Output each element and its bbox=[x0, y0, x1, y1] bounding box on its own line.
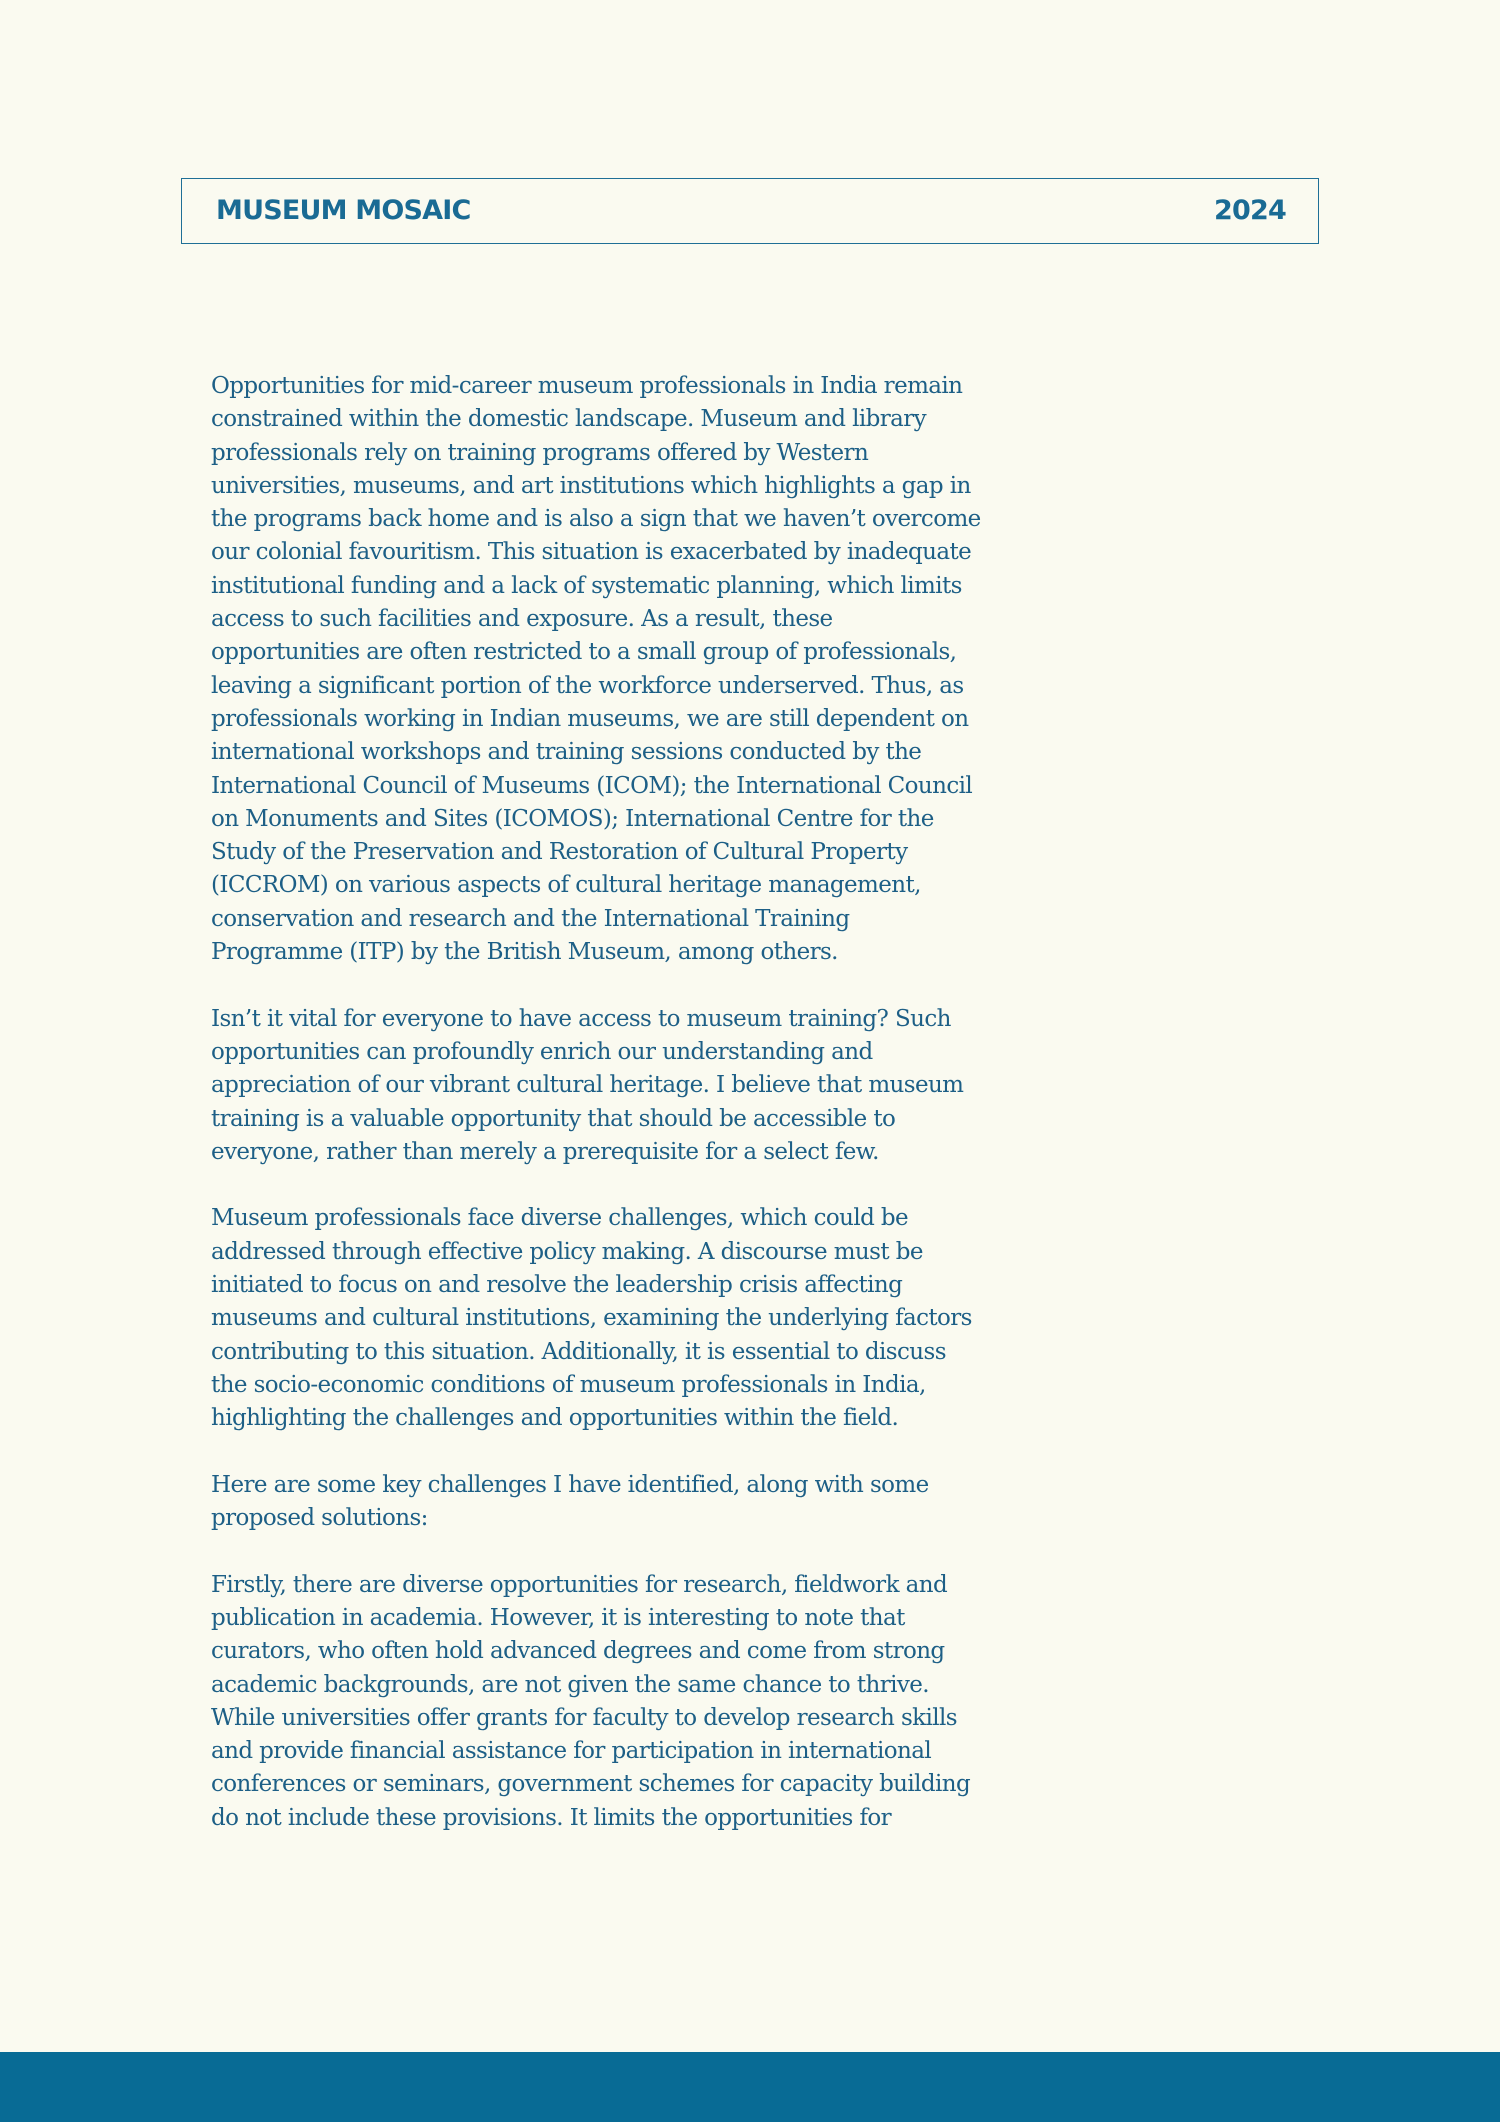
text-line: museums and cultural institutions, examining the underlying factors bbox=[211, 1305, 972, 1332]
text-line: professionals working in Indian museums, we are still dependent on bbox=[211, 705, 969, 732]
article-body bbox=[211, 370, 1101, 1868]
text-line: appreciation of our vibrant cultural heritage. I believe that museum bbox=[211, 1072, 964, 1099]
text-line: curators, who often hold advanced degrees and come from strong bbox=[211, 1638, 945, 1665]
text-line: our colonial favouritism. This situation is exacerbated by inadequate bbox=[211, 539, 972, 566]
text-line: professionals rely on training programs offered by Western bbox=[211, 439, 869, 466]
text-line: academic backgrounds, are not given the same chance to thrive. bbox=[211, 1671, 930, 1698]
text-line: addressed through effective policy making. A discourse must be bbox=[211, 1238, 923, 1265]
text-line: Programme (ITP) by the British Museum, among others. bbox=[211, 939, 838, 966]
text-line: Firstly, there are diverse opportunities for research, fieldwork and bbox=[211, 1571, 948, 1598]
paragraph bbox=[211, 1003, 1101, 1169]
paragraph bbox=[211, 1469, 1101, 1536]
text-line: international workshops and training sessions conducted by the bbox=[211, 739, 922, 766]
text-line: and provide financial assistance for participation in international bbox=[211, 1738, 932, 1765]
text-line: the socio-economic conditions of museum professionals in India, bbox=[211, 1371, 926, 1398]
text-line: on Monuments and Sites (ICOMOS); International Centre for the bbox=[211, 805, 934, 832]
text-line: proposed solutions: bbox=[211, 1505, 428, 1532]
text-line: highlighting the challenges and opportunities within the field. bbox=[211, 1405, 899, 1432]
text-line: opportunities are often restricted to a small group of professionals, bbox=[211, 639, 957, 666]
text-line: constrained within the domestic landscape. Museum and library bbox=[211, 406, 927, 433]
header-box bbox=[181, 178, 1319, 244]
publication-title: MUSEUM MOSAIC bbox=[216, 195, 471, 226]
text-line: International Council of Museums (ICOM); the International Council bbox=[211, 772, 973, 799]
text-line: universities, museums, and art institutions which highlights a gap in bbox=[211, 472, 971, 499]
text-line: opportunities can profoundly enrich our understanding and bbox=[211, 1038, 873, 1065]
text-line: Museum professionals face diverse challenges, which could be bbox=[211, 1205, 909, 1232]
text-line: institutional funding and a lack of systematic planning, which limits bbox=[211, 572, 962, 599]
text-line: Study of the Preservation and Restoration of Cultural Property bbox=[211, 839, 908, 866]
text-line: initiated to focus on and resolve the leadership crisis affecting bbox=[211, 1272, 903, 1299]
paragraph bbox=[211, 1569, 1101, 1835]
text-line: everyone, rather than merely a prerequisite for a select few. bbox=[211, 1138, 879, 1165]
text-line: training is a valuable opportunity that should be accessible to bbox=[211, 1105, 896, 1132]
text-line: contributing to this situation. Additionally, it is essential to discuss bbox=[211, 1338, 946, 1365]
text-line: leaving a significant portion of the workforce underserved. Thus, as bbox=[211, 672, 964, 699]
footer-bar bbox=[0, 2052, 1500, 2122]
text-line: conferences or seminars, government schemes for capacity building bbox=[211, 1771, 971, 1798]
text-line: Isn’t it vital for everyone to have access to museum training? Such bbox=[211, 1005, 951, 1032]
text-line: the programs back home and is also a sign that we haven’t overcome bbox=[211, 506, 981, 533]
text-line: Opportunities for mid-career museum professionals in India remain bbox=[211, 373, 963, 399]
paragraph bbox=[211, 1202, 1101, 1435]
text-line: Here are some key challenges I have identified, along with some bbox=[211, 1471, 929, 1498]
paragraph bbox=[211, 370, 1101, 969]
text-line: do not include these provisions. It limits the opportunities for bbox=[211, 1804, 892, 1831]
publication-year: 2024 bbox=[1214, 195, 1286, 226]
text-line: publication in academia. However, it is interesting to note that bbox=[211, 1604, 905, 1631]
text-line: access to such facilities and exposure. As a result, these bbox=[211, 606, 833, 633]
text-line: While universities offer grants for faculty to develop research skills bbox=[211, 1704, 957, 1731]
text-line: conservation and research and the International Training bbox=[211, 905, 850, 932]
text-line: (ICCROM) on various aspects of cultural heritage management, bbox=[211, 872, 921, 899]
